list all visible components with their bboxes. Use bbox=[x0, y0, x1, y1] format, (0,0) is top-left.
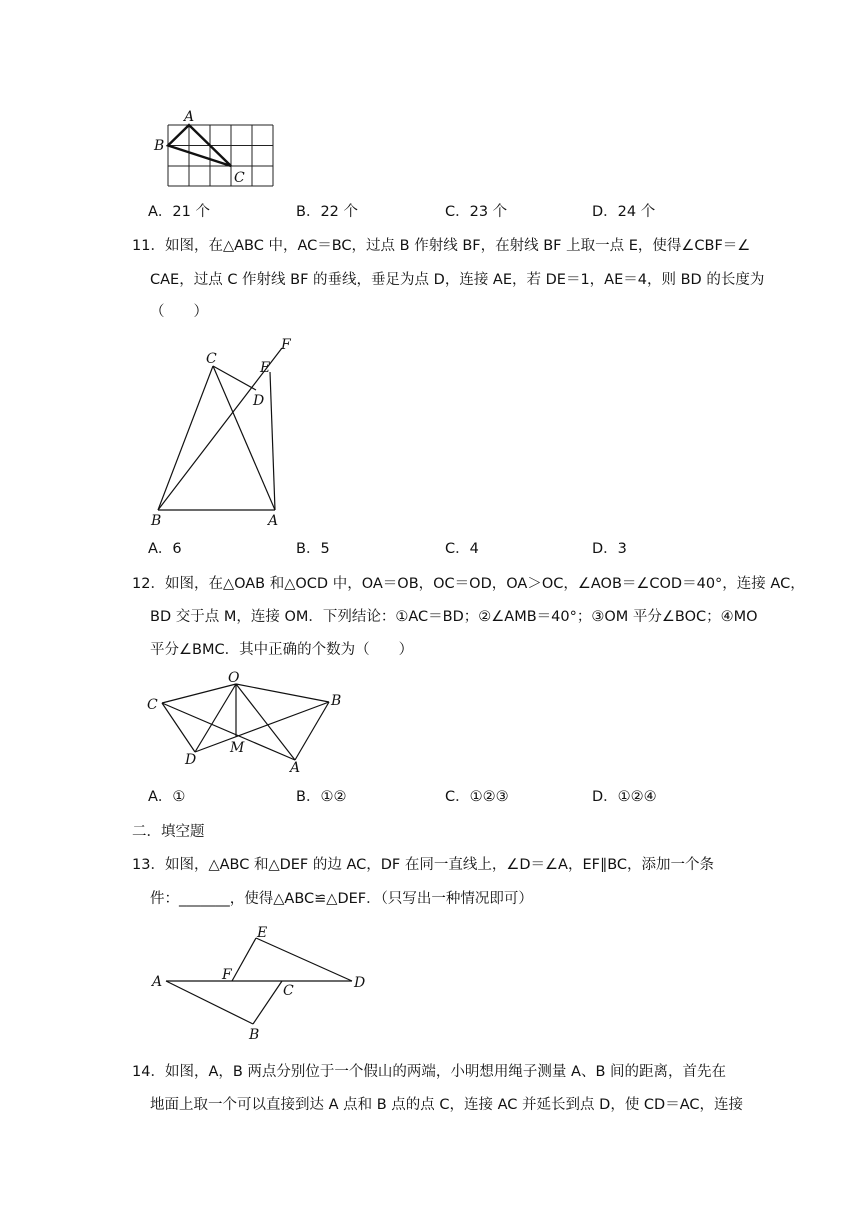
q14-text-line-2: 地面上取一个可以直接到达 A 点和 B 点的点 C，连接 AC 并延长到点 D，使 CD＝AC，连接 bbox=[150, 1097, 744, 1113]
q12-label-a: A bbox=[290, 760, 301, 776]
q12-label-d: D bbox=[185, 752, 197, 768]
q10-option-a[interactable]: A．21 个 bbox=[148, 204, 210, 220]
q12-option-d[interactable]: D．①②④ bbox=[592, 789, 657, 805]
q11-label-a: A bbox=[268, 513, 279, 529]
q11-label-d: D bbox=[253, 393, 265, 409]
q11-label-e: E bbox=[260, 360, 271, 376]
q10-label-b: B bbox=[154, 138, 165, 154]
q13-label-b: B bbox=[249, 1027, 260, 1043]
q13-label-f: F bbox=[222, 967, 232, 983]
q10-label-c: C bbox=[234, 170, 245, 186]
q12-label-m: M bbox=[230, 740, 245, 756]
q12-label-o: O bbox=[228, 670, 240, 686]
q11-text-line-2: CAE，过点 C 作射线 BF 的垂线，垂足为点 D，连接 AE，若 DE＝1，AE＝4，则 BD 的长度为 bbox=[150, 272, 765, 288]
q13-label-a: A bbox=[152, 974, 163, 990]
q13-text-line-1: 13．如图，△ABC 和△DEF 的边 AC，DF 在同一直线上，∠D＝∠A，EF∥BC，添加一个条 bbox=[132, 857, 715, 873]
q12-label-b: B bbox=[331, 693, 342, 709]
q11-option-d[interactable]: D．3 bbox=[592, 541, 627, 557]
q12-text-line-3: 平分∠BMC．其中正确的个数为（ ） bbox=[150, 642, 414, 658]
q11-text-line-3: （ ） bbox=[150, 304, 208, 320]
q13-label-e: E bbox=[257, 925, 268, 941]
q11-option-c[interactable]: C．4 bbox=[445, 541, 479, 557]
q11-label-c: C bbox=[206, 351, 217, 367]
q11-option-b[interactable]: B．5 bbox=[296, 541, 330, 557]
q10-option-c[interactable]: C．23 个 bbox=[445, 204, 508, 220]
q11-label-b: B bbox=[151, 513, 162, 529]
section-title-fill-in: 二．填空题 bbox=[132, 824, 205, 840]
q10-label-a: A bbox=[184, 109, 195, 125]
q11-label-f: F bbox=[281, 337, 291, 353]
q12-option-a[interactable]: A．① bbox=[148, 789, 186, 805]
q10-option-b[interactable]: B．22 个 bbox=[296, 204, 359, 220]
q12-option-b[interactable]: B．①② bbox=[296, 789, 347, 805]
q13-label-d: D bbox=[354, 975, 366, 991]
q12-text-line-2: BD 交于点 M，连接 OM．下列结论：①AC＝BD；②∠AMB＝40°；③OM 平分∠BOC；④MO bbox=[150, 609, 758, 625]
q13-text-line-2: 件：_______，使得△ABC≌△DEF．（只写出一种情况即可） bbox=[150, 891, 533, 907]
q11-option-a[interactable]: A．6 bbox=[148, 541, 182, 557]
q12-option-c[interactable]: C．①②③ bbox=[445, 789, 509, 805]
q13-label-c: C bbox=[283, 983, 294, 999]
q11-text-line-1: 11．如图，在△ABC 中，AC＝BC，过点 B 作射线 BF，在射线 BF 上取一点 E，使得∠CBF＝∠ bbox=[132, 238, 751, 254]
q12-text-line-1: 12．如图，在△OAB 和△OCD 中，OA＝OB，OC＝OD，OA＞OC，∠AOB＝∠COD＝40°，连接 AC， bbox=[132, 576, 805, 592]
q14-text-line-1: 14．如图，A，B 两点分别位于一个假山的两端，小明想用绳子测量 A、B 间的距离，首先在 bbox=[132, 1064, 727, 1080]
q10-option-d[interactable]: D．24 个 bbox=[592, 204, 656, 220]
q12-label-c: C bbox=[147, 697, 158, 713]
